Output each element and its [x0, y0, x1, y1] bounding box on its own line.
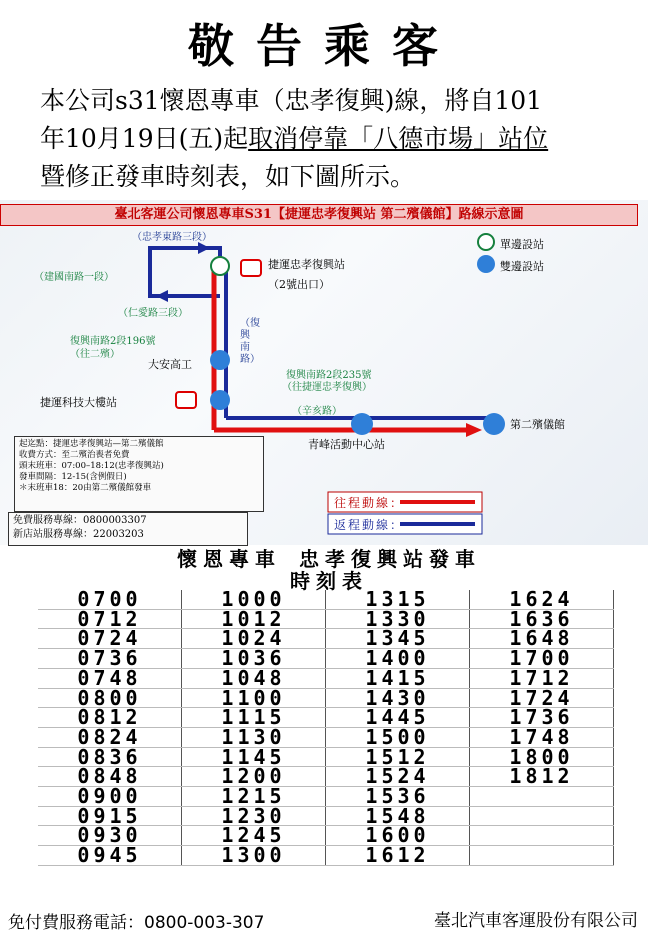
label-renai: （仁愛路三段） [118, 308, 188, 319]
legend-single-label: 單邊設站 [500, 238, 544, 251]
hotline-box [8, 512, 248, 546]
outbound-arrow-head [466, 423, 482, 437]
time-cell: 1800 [470, 747, 614, 767]
time-cell: 1012 [182, 609, 326, 629]
time-cell: 0712 [38, 609, 182, 629]
time-cell: 1736 [470, 708, 614, 728]
timetable-title-line2: 時刻表 [290, 569, 368, 593]
timetable [38, 548, 620, 884]
label-xinhai: （辛亥路） [292, 406, 342, 417]
legend-double-dot [477, 255, 495, 273]
time-cell: 1624 [470, 590, 614, 609]
time-cell: 0915 [38, 806, 182, 826]
label-fuxing-196: 復興南路2段196號 [70, 336, 156, 347]
label-exit2: （2號出口） [268, 278, 330, 291]
map-title: 臺北客運公司懷恩專車S31【捷運忠孝復興站 第二殯儀館】路線示意圖 [0, 204, 638, 226]
route-info-box [14, 436, 264, 512]
time-cell: 1548 [326, 806, 470, 826]
time-cell: 1330 [326, 609, 470, 629]
time-cell: 1700 [470, 649, 614, 669]
stop-funeral [483, 413, 505, 435]
label-jianguo: （建國南路一段） [34, 272, 114, 283]
time-cell: 0700 [38, 590, 182, 609]
time-cell: 0945 [38, 846, 182, 866]
time-cell: 1500 [326, 727, 470, 747]
stop-keji [210, 390, 230, 410]
time-cell: 1748 [470, 727, 614, 747]
time-cell: 1100 [182, 688, 326, 708]
info-line: 頭末班車：07:00–18:12(忠孝復興站) [19, 461, 164, 471]
time-cell: 1130 [182, 727, 326, 747]
time-cell: 1245 [182, 826, 326, 846]
time-cell: 1612 [326, 846, 470, 866]
time-cell: 1315 [326, 590, 470, 609]
info-line: ＊末班車18：20由第二殯儀館發車 [19, 483, 152, 493]
return-arrow-head [156, 290, 168, 302]
time-cell: 1024 [182, 629, 326, 649]
label-fuxing-235-dir: （往捷運忠孝復興） [282, 382, 372, 393]
time-cell: 1036 [182, 649, 326, 669]
time-cell: 1200 [182, 767, 326, 787]
return-arrow-head-top [198, 242, 210, 254]
page-title: 敬告乘客 [188, 19, 460, 73]
label-zhongxiao-east: （忠孝東路三段） [132, 232, 212, 243]
legend-return-label: 返程動線： [334, 518, 405, 532]
time-cell: 1400 [326, 649, 470, 669]
time-cell: 1600 [326, 826, 470, 846]
label-keji: 捷運科技大樓站 [40, 396, 117, 409]
time-cell: 1648 [470, 629, 614, 649]
stop-single-mrt [211, 257, 229, 275]
info-line: 收費方式：至二殯治喪者免費 [19, 450, 130, 460]
info-line: 發車間隔：12-15(含例假日) [19, 472, 127, 482]
time-cell: 1215 [182, 787, 326, 807]
hotline-free: 免費服務專線：0800003307 [13, 515, 147, 526]
time-cell: 0900 [38, 787, 182, 807]
time-cell: 1115 [182, 708, 326, 728]
notice-date: 年10月19日(五)起 [40, 124, 249, 153]
time-cell [470, 806, 614, 826]
time-cell: 1445 [326, 708, 470, 728]
hotline-xindian: 新店站服務專線：22003203 [13, 529, 144, 540]
time-cell: 1724 [470, 688, 614, 708]
time-cell: 0736 [38, 649, 182, 669]
time-cell [470, 787, 614, 807]
time-cell [470, 826, 614, 846]
time-cell: 1145 [182, 747, 326, 767]
timetable-title [38, 548, 620, 592]
time-cell: 1345 [326, 629, 470, 649]
time-cell: 1812 [470, 767, 614, 787]
time-cell: 1512 [326, 747, 470, 767]
time-cell: 1000 [182, 590, 326, 609]
time-cell: 1415 [326, 668, 470, 688]
time-cell: 0930 [38, 826, 182, 846]
mrt-icon-fuxing [241, 260, 261, 276]
timetable-title-line1: 懷恩專車 忠孝復興站發車 [176, 547, 482, 571]
time-cell: 0836 [38, 747, 182, 767]
legend-double-label: 雙邊設站 [500, 260, 544, 273]
timetable-grid [38, 587, 614, 868]
time-cell: 0824 [38, 727, 182, 747]
label-fuxing-196-dir: （往二殯） [70, 349, 120, 360]
label-qingfeng: 青峰活動中心站 [308, 438, 385, 451]
label-funeral: 第二殯儀館 [510, 418, 565, 431]
time-cell: 0812 [38, 708, 182, 728]
time-cell: 1636 [470, 609, 614, 629]
time-cell: 1430 [326, 688, 470, 708]
stop-qingfeng [351, 413, 373, 435]
notice-line-3: 暨修正發車時刻表，如下圖所示。 [40, 162, 416, 191]
time-cell: 0748 [38, 668, 182, 688]
time-cell: 1230 [182, 806, 326, 826]
time-cell [470, 846, 614, 866]
notice-line-1: 本公司s31懷恩專車（忠孝復興)線，將自101 [40, 86, 543, 115]
time-cell: 0800 [38, 688, 182, 708]
footer-hotline: 免付費服務電話：0800-003-307 [8, 913, 265, 933]
time-cell: 1300 [182, 846, 326, 866]
legend-outbound-label: 往程動線： [334, 496, 405, 510]
notice-cancel-stop: 取消停靠「八德市場」站位 [248, 124, 549, 153]
time-cell: 1524 [326, 767, 470, 787]
label-fuxing-road: （復興南路） [240, 318, 260, 365]
table-row [38, 846, 614, 866]
time-cell: 1536 [326, 787, 470, 807]
stop-daan [210, 350, 230, 370]
label-daan: 大安高工 [148, 358, 192, 371]
time-cell: 0724 [38, 629, 182, 649]
label-mrt-fuxing: 捷運忠孝復興站 [268, 258, 345, 271]
return-loop [150, 248, 220, 296]
legend-single-dot [478, 234, 494, 250]
time-cell: 0848 [38, 767, 182, 787]
footer-company: 臺北汽車客運股份有限公司 [434, 911, 638, 931]
time-cell: 1048 [182, 668, 326, 688]
mrt-icon-keji [176, 392, 196, 408]
info-line: 起迄點：捷運忠孝復興站—第二殯儀館 [19, 439, 164, 449]
label-fuxing-235: 復興南路2段235號 [286, 370, 372, 381]
time-cell: 1712 [470, 668, 614, 688]
